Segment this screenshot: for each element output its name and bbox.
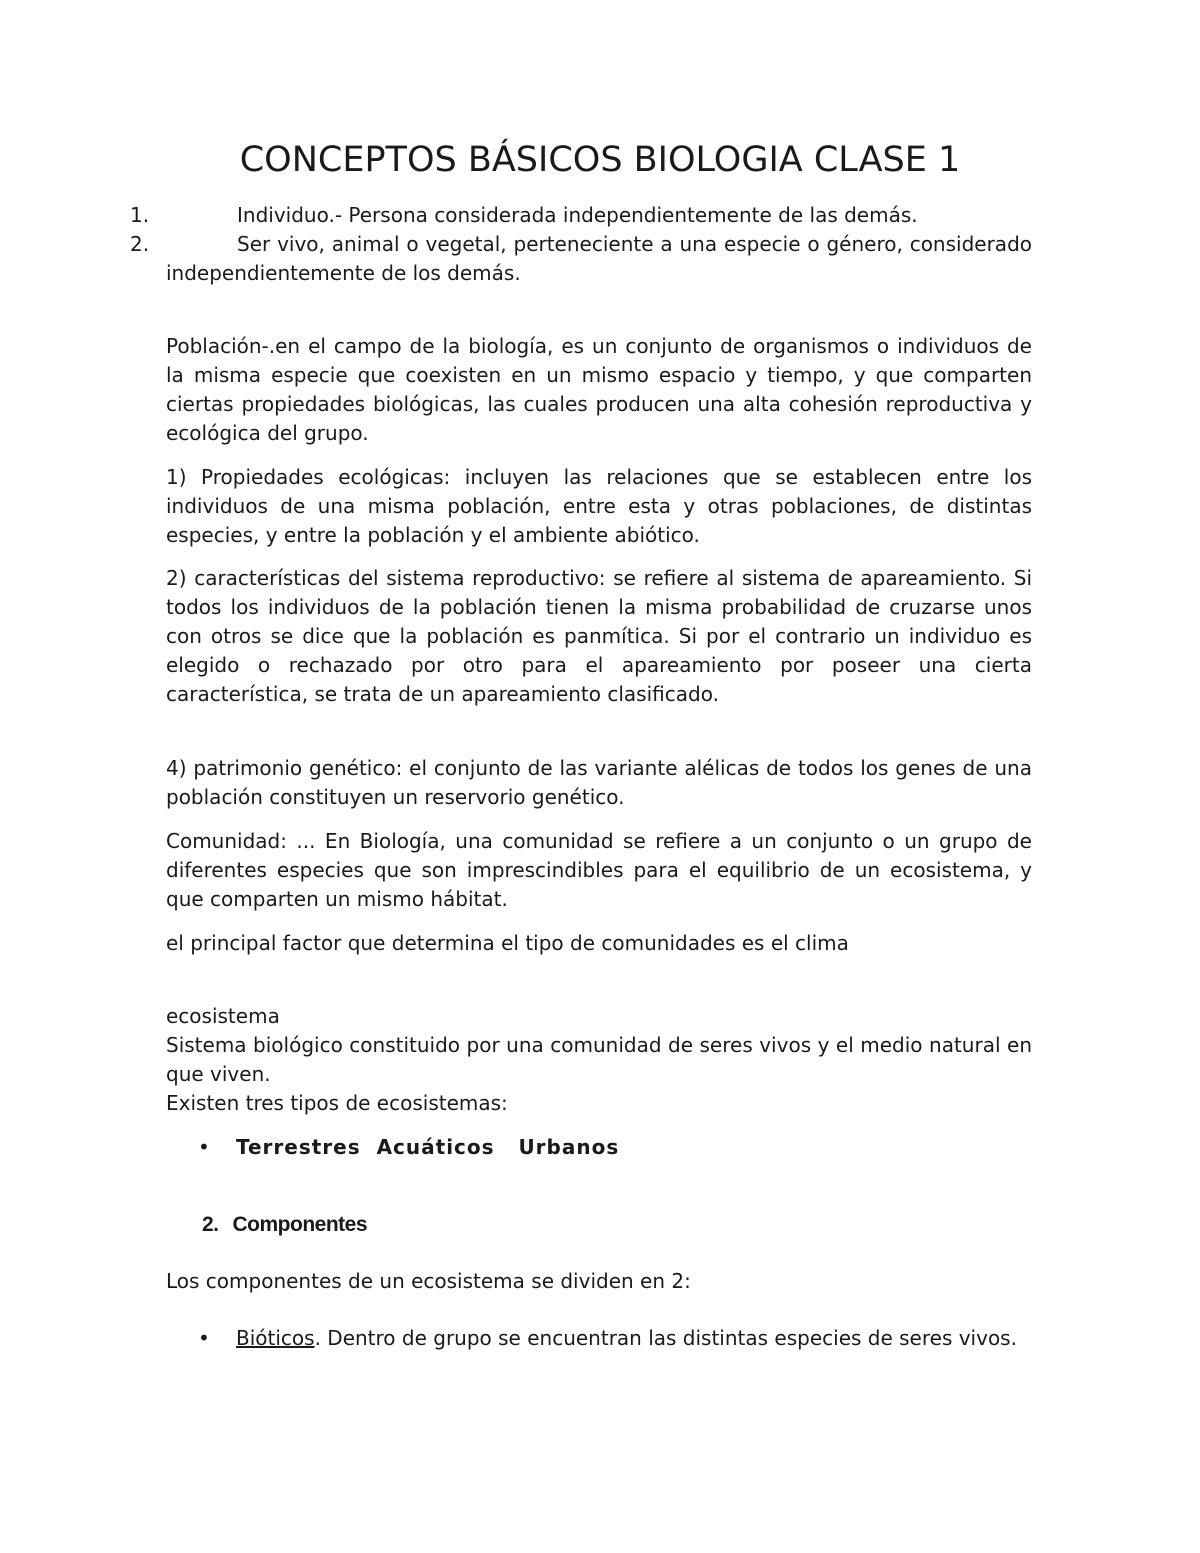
bioticos-item: [236, 1324, 1032, 1353]
bioticos-term: Bióticos: [236, 1326, 315, 1350]
paragraph-propiedades-ecologicas: 1) Propiedades ecológicas: incluyen las relaciones que se establecen entre los individuos de una misma población, entre esta y otras poblaciones, de distintas especies, y entre la población y el ambiente abiótico.: [166, 465, 1032, 547]
ecosystem-types-list: Terrestres Acuáticos Urbanos: [236, 1135, 620, 1159]
bioticos-description: . Dentro de grupo se encuentran las distintas especies de seres vivos.: [314, 1326, 1017, 1350]
paragraph-clima: el principal factor que determina el tipo de comunidades es el clima: [166, 931, 849, 955]
ecosistema-heading: ecosistema: [166, 1004, 280, 1028]
componentes-intro: Los componentes de un ecosistema se dividen en 2:: [166, 1269, 691, 1293]
ecosistema-definition: Sistema biológico constituido por una comunidad de seres vivos y el medio natural en que viven.: [166, 1033, 1032, 1086]
paragraph-sistema-reproductivo: 2) características del sistema reproductivo: se refiere al sistema de apareamiento. Si todos los individuos de la población tienen la misma probabilidad de cruzarse unos con otros se dice que la población es panmítica. Si por el contrario un individuo es elegido o rechazado por otro para el apareamiento por poseer una cierta característica, se trata de un apareamiento clasificado.: [166, 566, 1032, 706]
paragraph-patrimonio-genetico: 4) patrimonio genético: el conjunto de las variante alélicas de todos los genes de una población constituyen un reservorio genético.: [166, 756, 1032, 809]
paragraph-poblacion: Población-.en el campo de la biología, es un conjunto de organismos o individuos de la misma especie que coexisten en un mismo espacio y tiempo, y que comparten ciertas propiedades biológicas, las cuales producen una alta cohesión reproductiva y ecológica del grupo.: [166, 334, 1032, 445]
section-number: 2.: [202, 1213, 219, 1236]
list-item-individuo: Individuo.- Persona considerada independientemente de las demás.: [237, 203, 918, 227]
paragraph-comunidad: Comunidad: ... En Biología, una comunidad se refiere a un conjunto o un grupo de diferentes especies que son imprescindibles para el equilibrio de un ecosistema, y que comparten un mismo hábitat.: [166, 829, 1032, 911]
bullet-bioticos: •: [198, 1326, 210, 1350]
bullet-ecosystem-types: •: [198, 1135, 210, 1159]
list-number-1: 1.: [130, 203, 150, 227]
document-title: CONCEPTOS BÁSICOS BIOLOGIA CLASE 1: [239, 140, 961, 180]
section-label: Componentes: [232, 1213, 368, 1236]
list-item-ser-vivo: Ser vivo, animal o vegetal, perteneciente a una especie o género, considerado independientemente de los demás.: [166, 232, 1032, 285]
ecosistema-types-intro: Existen tres tipos de ecosistemas:: [166, 1091, 508, 1115]
list-number-2: 2.: [130, 232, 150, 256]
section-heading-componentes: [202, 1210, 367, 1240]
